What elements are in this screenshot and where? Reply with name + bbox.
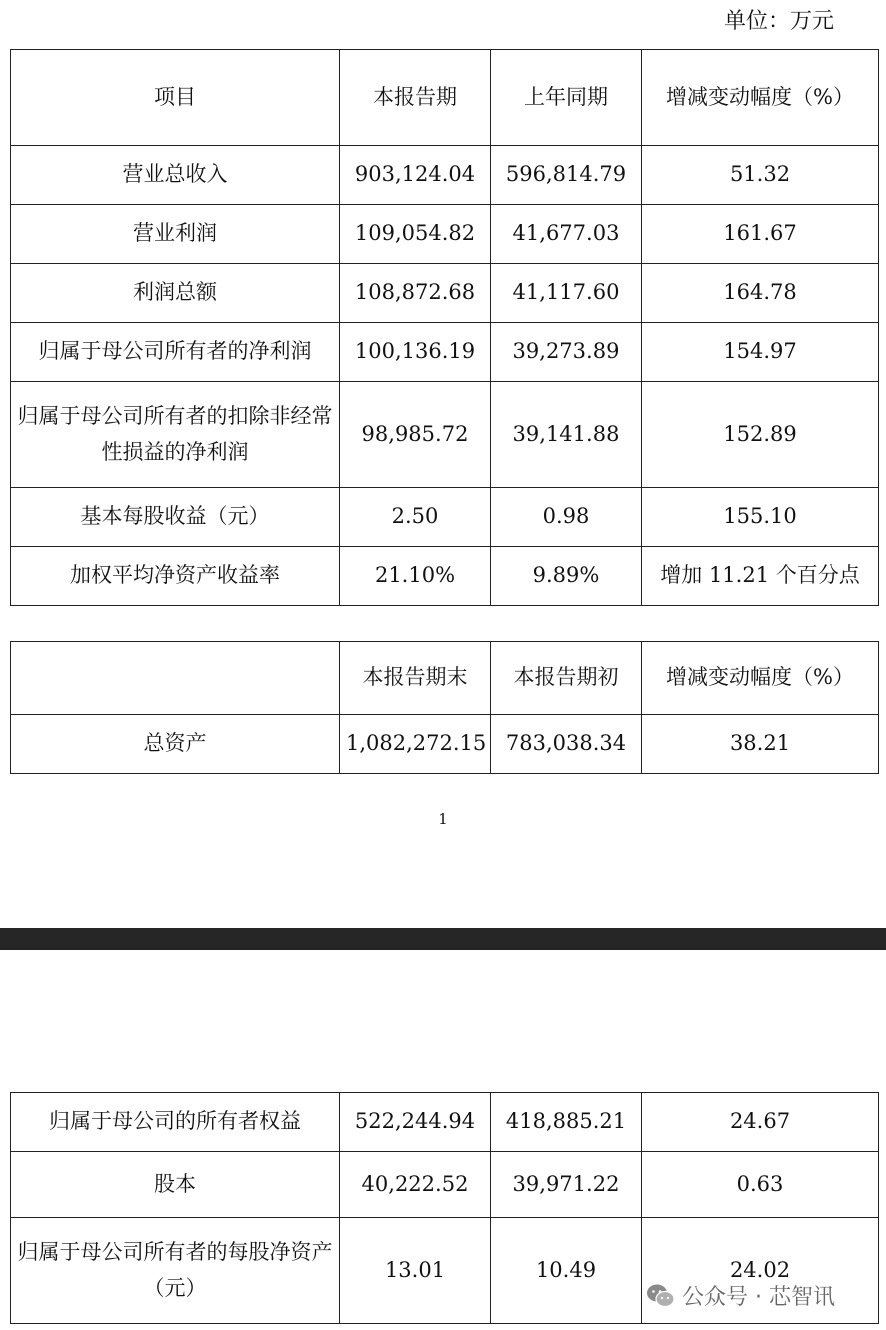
row-current: 108,872.68	[340, 264, 491, 323]
row-item: 利润总额	[11, 264, 340, 323]
row-item: 股本	[11, 1152, 340, 1218]
row-change: 51.32	[642, 146, 879, 205]
row-begin: 418,885.21	[491, 1093, 642, 1152]
row-change: 164.78	[642, 264, 879, 323]
row-item: 加权平均净资产收益率	[11, 547, 340, 606]
row-begin: 10.49	[491, 1218, 642, 1324]
wechat-icon	[646, 1283, 676, 1309]
table-row	[11, 488, 879, 547]
row-change: 24.67	[642, 1093, 879, 1152]
row-prior: 9.89%	[491, 547, 642, 606]
table-row	[11, 264, 879, 323]
row-begin: 783,038.34	[491, 715, 642, 774]
row-end: 522,244.94	[340, 1093, 491, 1152]
unit-label: 单位：万元	[724, 9, 835, 34]
header-change-pct: 增减变动幅度（%）	[642, 50, 879, 146]
row-prior: 0.98	[491, 488, 642, 547]
watermark-text: 公众号 · 芯智讯	[682, 1285, 835, 1310]
header-item	[11, 642, 340, 715]
row-change: 161.67	[642, 205, 879, 264]
row-current: 98,985.72	[340, 382, 491, 488]
financial-summary-table	[10, 49, 879, 606]
header-change-pct: 增减变动幅度（%）	[642, 642, 879, 715]
table-row	[11, 1152, 879, 1218]
row-item: 归属于母公司所有者的净利润	[11, 323, 340, 382]
row-item: 基本每股收益（元）	[11, 488, 340, 547]
row-change: 38.21	[642, 715, 879, 774]
row-item: 营业总收入	[11, 146, 340, 205]
table-row	[11, 382, 879, 488]
row-current: 21.10%	[340, 547, 491, 606]
row-current: 100,136.19	[340, 323, 491, 382]
row-current: 109,054.82	[340, 205, 491, 264]
table-header-row	[11, 642, 879, 715]
row-current: 903,124.04	[340, 146, 491, 205]
row-change: 0.63	[642, 1152, 879, 1218]
row-prior: 41,117.60	[491, 264, 642, 323]
table-row	[11, 715, 879, 774]
row-item: 归属于母公司的所有者权益	[11, 1093, 340, 1152]
header-prior-period: 上年同期	[491, 50, 642, 146]
total-assets-table	[10, 641, 879, 774]
row-item: 营业利润	[11, 205, 340, 264]
row-item: 归属于母公司所有者的扣除非经常性损益的净利润	[11, 382, 340, 488]
row-begin: 39,971.22	[491, 1152, 642, 1218]
row-end: 1,082,272.15	[340, 715, 491, 774]
row-prior: 41,677.03	[491, 205, 642, 264]
page-divider	[0, 928, 886, 950]
row-item: 归属于母公司所有者的每股净资产（元）	[11, 1218, 340, 1324]
table-row	[11, 547, 879, 606]
row-prior: 596,814.79	[491, 146, 642, 205]
row-end: 13.01	[340, 1218, 491, 1324]
table-row	[11, 146, 879, 205]
row-change: 24.02	[642, 1218, 879, 1324]
row-change: 增加 11.21 个百分点	[642, 547, 879, 606]
header-period-begin: 本报告期初	[491, 642, 642, 715]
table-row	[11, 1093, 879, 1152]
row-end: 40,222.52	[340, 1152, 491, 1218]
table-row	[11, 205, 879, 264]
watermark	[646, 1280, 835, 1311]
row-change: 154.97	[642, 323, 879, 382]
row-current: 2.50	[340, 488, 491, 547]
page-number: 1	[438, 810, 448, 828]
table-row	[11, 323, 879, 382]
row-item: 总资产	[11, 715, 340, 774]
table-header-row	[11, 50, 879, 146]
header-item: 项目	[11, 50, 340, 146]
row-prior: 39,273.89	[491, 323, 642, 382]
row-prior: 39,141.88	[491, 382, 642, 488]
header-current-period: 本报告期	[340, 50, 491, 146]
header-period-end: 本报告期末	[340, 642, 491, 715]
row-change: 155.10	[642, 488, 879, 547]
row-change: 152.89	[642, 382, 879, 488]
